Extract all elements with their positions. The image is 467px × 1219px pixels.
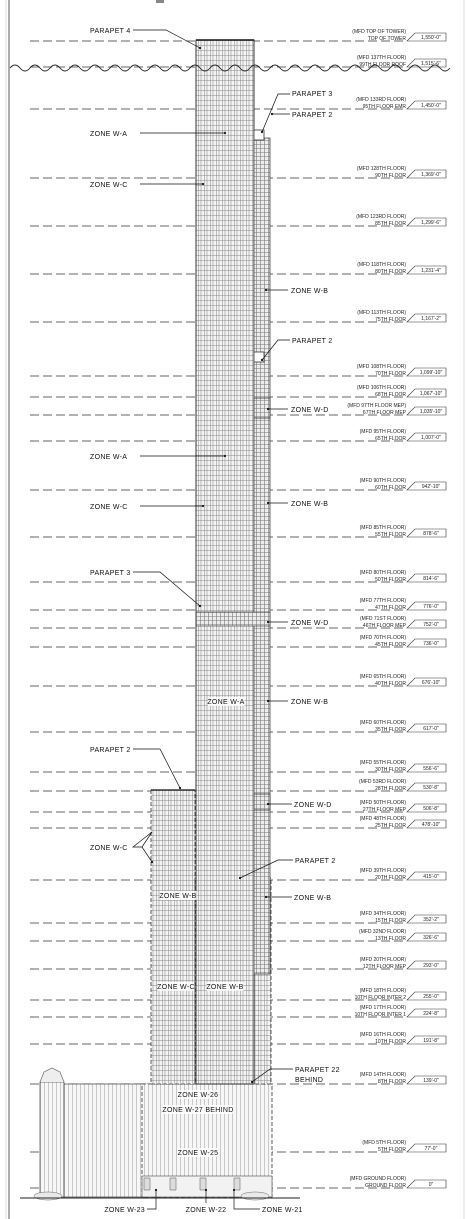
- zone-callout: [162, 1105, 233, 1114]
- zone-callout: [178, 1148, 219, 1157]
- zone-label: ZONE W-C: [90, 504, 128, 511]
- tower-shaft: [196, 40, 254, 1084]
- level-elevation-value: 1,067'-10": [419, 391, 443, 397]
- zone-callout: [90, 832, 153, 863]
- level-mfd-label: (MFD 95TH FLOOR): [359, 429, 406, 435]
- level-floor-label: 67TH FLOOR MEP: [362, 410, 406, 416]
- zone-callout: [157, 982, 195, 991]
- level-mfd-label: (MFD 55TH FLOOR): [359, 760, 406, 766]
- level-floor-label: 20TH FLOOR: [375, 875, 406, 881]
- level-elevation-value: 1,007'-0": [421, 435, 441, 441]
- level-elevation-value: 1,369'-0": [421, 172, 441, 178]
- parapet-label: PARAPET 2: [292, 112, 333, 119]
- zone-label: ZONE W-D: [294, 802, 332, 809]
- leader-dot: [199, 605, 201, 607]
- level-floor-label: 50TH FLOOR: [375, 577, 406, 583]
- level-floor-label: 10TH FLOOR INTER 2: [354, 995, 406, 1001]
- level-floor-label: 45TH FLOOR: [375, 642, 406, 648]
- level-floor-label: 10TH FLOOR INTER 1: [354, 1012, 406, 1018]
- level-mfd-label: (MFD 128TH FLOOR): [356, 166, 406, 172]
- level-elevation-value: 878'-6": [423, 531, 439, 537]
- level-elevation-value: 1,550'-0": [421, 35, 441, 41]
- leader-dot: [202, 183, 204, 185]
- parapet-label: PARAPET 3: [90, 570, 131, 577]
- leader-dot: [202, 505, 204, 507]
- level-elevation-value: 1,099'-10": [419, 370, 443, 376]
- level-mfd-label: (MFD 113TH FLOOR): [357, 310, 406, 316]
- level-elevation-value: 1,450'-0": [421, 103, 441, 109]
- level-mfd-label: (MFD 60TH FLOOR): [359, 720, 406, 726]
- podium: [20, 1068, 300, 1200]
- level-mfd-label: (MFD 80TH FLOOR): [359, 570, 406, 576]
- level-mfd-label: (MFD 17TH FLOOR): [359, 1005, 406, 1011]
- level-floor-label: 99TH FLOOR ROOF: [359, 62, 406, 68]
- zone-label: ZONE W-B: [291, 501, 329, 508]
- level-elevation-value: 1,167'-2": [421, 316, 441, 322]
- zone-label: ZONE W-D: [291, 407, 329, 414]
- level-floor-label: 12TH FLOOR MEP: [362, 964, 406, 970]
- level-elevation-value: 139'-0": [423, 1078, 439, 1084]
- level-mfd-label: (MFD 14TH FLOOR): [359, 1072, 406, 1078]
- level-mfd-label: (MFD 71ST FLOOR): [359, 616, 406, 622]
- level-elevation-value: 326'-6": [423, 935, 439, 941]
- level-elevation-tag: [407, 1180, 446, 1188]
- level-mfd-label: (MFD 5TH FLOOR): [362, 1140, 406, 1146]
- level-mfd-label: (MFD 77TH FLOOR): [359, 598, 406, 604]
- level-elevation-value: 255'-0": [423, 994, 439, 1000]
- zone-callout: [90, 182, 204, 189]
- zone-label: ZONE W-B: [294, 895, 332, 902]
- level-elevation-value: 752'-0": [423, 622, 439, 628]
- zone-label: ZONE W-B: [206, 984, 244, 991]
- level-floor-label: 46TH FLOOR MEP: [362, 623, 406, 629]
- parapet-label: PARAPET 2: [90, 747, 131, 754]
- level-mfd-label: (MFD 39TH FLOOR): [359, 868, 406, 874]
- zone-label: ZONE W-25: [177, 1150, 219, 1157]
- level-mfd-label: (MFD 106TH FLOOR): [356, 385, 406, 391]
- level-elevation-value: 478'-10": [421, 822, 441, 828]
- level-floor-label: 5TH FLOOR: [377, 1147, 406, 1153]
- adjacent-building-roof: [40, 1068, 64, 1082]
- zone-callout: [267, 802, 332, 809]
- zone-label: ZONE W-22: [185, 1207, 227, 1214]
- level-mfd-label: (MFD 85TH FLOOR): [359, 525, 406, 531]
- level-floor-label: 15TH FLOOR: [375, 918, 406, 924]
- leader-dot: [267, 621, 269, 623]
- leader-dot: [179, 787, 181, 789]
- zone-label: ZONE W-B: [291, 288, 329, 295]
- leader-dot: [267, 700, 269, 702]
- level-elevation-value: 530'-8": [423, 785, 439, 791]
- leader-dot: [199, 47, 201, 49]
- leader-dot: [261, 131, 263, 133]
- level-floor-label: 90TH FLOOR: [375, 173, 406, 179]
- zone-label: ZONE W-A: [207, 699, 245, 706]
- lower-west-wing: [151, 790, 195, 1084]
- level-elevation-value: 77'-0": [424, 1146, 438, 1152]
- zone-callout: [265, 895, 331, 902]
- parapet-callout: [261, 338, 333, 361]
- parapet-callout: [90, 747, 181, 789]
- parapet-callout: [90, 570, 201, 607]
- level-mfd-label: (MFD 108TH FLOOR): [356, 364, 406, 370]
- leader-dot: [261, 359, 263, 361]
- parapet-label: PARAPET 2: [295, 858, 336, 865]
- level-elevation-value: 191'-8": [423, 1038, 439, 1044]
- leader-dot: [205, 1189, 207, 1191]
- leader-dot: [224, 132, 226, 134]
- leader-dot: [265, 289, 267, 291]
- leader-dot: [155, 1189, 157, 1191]
- zone-label: ZONE W-C: [90, 845, 128, 852]
- top-marker: [156, 0, 164, 3]
- zone-callout: [267, 699, 328, 706]
- zone-label: ZONE W-B: [159, 893, 197, 900]
- level-floor-label: 55TH FLOOR: [375, 532, 406, 538]
- zone-label: ZONE W-A: [90, 131, 128, 138]
- level-elevation-value: 1,515'-6": [421, 61, 441, 67]
- tower-east-setback: [254, 138, 270, 974]
- zone-label: ZONE W-B: [291, 699, 329, 706]
- level-mfd-label: (MFD 118TH FLOOR): [357, 262, 406, 268]
- level-floor-label: 8TH FLOOR: [377, 1079, 406, 1085]
- leader-dot: [224, 455, 226, 457]
- level-mfd-label: (MFD 123RD FLOOR): [356, 214, 406, 220]
- mechanical-band-27: [254, 794, 270, 810]
- level-elevation-value: 676'-10": [421, 680, 441, 686]
- level-mfd-label: (MFD 20TH FLOOR): [359, 957, 406, 963]
- level-floor-label: 85TH FLOOR: [375, 221, 406, 227]
- mechanical-band-47: [196, 612, 270, 626]
- leader-dot: [239, 877, 241, 879]
- level-elevation-value: 293'-0": [423, 963, 439, 969]
- level-elevation-value: 1,299'-6": [421, 220, 441, 226]
- zone-label: ZONE W-D: [291, 620, 329, 627]
- level-floor-label: 13TH FLOOR: [375, 936, 406, 942]
- zone-label: ZONE W-C: [90, 182, 128, 189]
- zone-callout: [178, 1090, 219, 1099]
- level-elevation-value: 415'-0": [423, 874, 439, 880]
- parapet-label: PARAPET 4: [90, 28, 131, 35]
- zone-callout: [267, 501, 328, 508]
- level-floor-label: 27TH FLOOR MEP: [362, 807, 406, 813]
- parapet-label: PARAPET 22: [295, 1067, 340, 1074]
- zone-callout: [265, 288, 328, 295]
- zone-label: ZONE W-27 BEHIND: [162, 1107, 234, 1114]
- level-mfd-label: (MFD 50TH FLOOR): [359, 800, 406, 806]
- level-mfd-label: (MFD 97TH FLOOR MEP): [347, 403, 406, 409]
- zone-callout: [90, 504, 204, 511]
- tree-right: [241, 1192, 269, 1200]
- level-floor-label: 70TH FLOOR: [375, 371, 406, 377]
- zone-label: ZONE W-26: [177, 1092, 219, 1099]
- level-floor-label: 40TH FLOOR: [375, 681, 406, 687]
- level-elevation-value: 814'-6": [423, 576, 439, 582]
- leader-line: [262, 94, 290, 132]
- leader-dot: [267, 408, 269, 410]
- podium-block-left: [64, 1084, 146, 1197]
- zone-callout: [159, 891, 196, 900]
- level-mfd-label: (MFD 65TH FLOOR): [359, 674, 406, 680]
- parapet-label: PARAPET 2: [292, 338, 333, 345]
- level-elevation-value: 506'-8": [423, 806, 439, 812]
- level-elevation-value: 1,231'-4": [421, 268, 441, 274]
- parapet-callout: [295, 1077, 323, 1084]
- level-floor-label: 60TH FLOOR: [375, 485, 406, 491]
- level-elevation-value: 352'-2": [423, 917, 439, 923]
- leader-dot: [251, 1081, 253, 1083]
- level-floor-label: 25TH FLOOR: [375, 823, 406, 829]
- level-elevation-value: 0": [428, 1182, 434, 1188]
- zone-callout: [267, 620, 329, 627]
- leader-dot: [151, 861, 153, 863]
- parapet-label: BEHIND: [295, 1077, 324, 1084]
- level-floor-label: 28TH FLOOR: [375, 786, 406, 792]
- level-elevation-value: 224'-8": [423, 1011, 439, 1017]
- zone-callout: [267, 407, 329, 414]
- level-floor-label: 65TH FLOOR: [375, 436, 406, 442]
- level-floor-label: 95TH FLOOR EMR: [362, 104, 406, 110]
- zone-callout: [206, 982, 243, 991]
- level-mfd-label: (MFD GROUND FLOOR): [349, 1176, 406, 1182]
- level-floor-label: 47TH FLOOR: [375, 605, 406, 611]
- level-elevation-value: 736'-0": [423, 641, 439, 647]
- level-elevation-value: 617'-0": [423, 726, 439, 732]
- tree-left: [34, 1192, 62, 1200]
- level-mfd-label: (MFD 34TH FLOOR): [359, 911, 406, 917]
- parapet-label: PARAPET 3: [292, 91, 333, 98]
- zone-label: ZONE W-C: [157, 984, 195, 991]
- level-mfd-label: (MFD 48TH FLOOR): [359, 816, 406, 822]
- level-elevation-value: 942'-10": [421, 484, 441, 490]
- level-elevation-value: 1,035'-10": [419, 409, 443, 415]
- level-mfd-label: (MFD TOP OF TOWER): [352, 29, 406, 35]
- zone-label: ZONE W-21: [262, 1207, 303, 1214]
- level-floor-label: 30TH FLOOR: [375, 767, 406, 773]
- parapet-callout: [271, 112, 333, 119]
- level-mfd-label: (MFD 18TH FLOOR): [359, 988, 406, 994]
- leader-dot: [267, 803, 269, 805]
- level-mfd-label: (MFD 137TH FLOOR): [356, 55, 406, 61]
- level-mfd-label: (MFD 32ND FLOOR): [359, 929, 406, 935]
- leader-dot: [233, 1189, 235, 1191]
- level-floor-label: GROUND FLOOR: [365, 1183, 406, 1189]
- parapet-callout: [90, 28, 201, 49]
- leader-dot: [265, 896, 267, 898]
- leader-line: [133, 572, 200, 606]
- level-floor-label: 80TH FLOOR: [375, 269, 406, 275]
- level-floor-label: 75TH FLOOR: [375, 317, 406, 323]
- level-mfd-label: (MFD 90TH FLOOR): [359, 478, 406, 484]
- level-elevation-value: 776'-0": [423, 604, 439, 610]
- level-elevation-value: 556'-6": [423, 766, 439, 772]
- leader-dot: [271, 113, 273, 115]
- level-mfd-label: (MFD 70TH FLOOR): [359, 635, 406, 641]
- adjacent-building-left: [40, 1082, 64, 1197]
- level-floor-label: 68TH FLOOR: [375, 392, 406, 398]
- leader-dot: [267, 502, 269, 504]
- level-mfd-label: (MFD 53RD FLOOR): [359, 779, 406, 785]
- zone-callout: [207, 697, 244, 706]
- zone-label: ZONE W-23: [104, 1207, 145, 1214]
- level-floor-label: 10TH FLOOR: [375, 1039, 406, 1045]
- level-floor-label: TOP OF TOWER: [367, 36, 406, 42]
- level-floor-label: 35TH FLOOR: [375, 727, 406, 733]
- level-mfd-label: (MFD 133RD FLOOR): [356, 97, 406, 103]
- leader-line: [133, 832, 152, 862]
- zone-label: ZONE W-A: [90, 454, 128, 461]
- level-mfd-label: (MFD 16TH FLOOR): [359, 1032, 406, 1038]
- leader-line: [133, 30, 200, 48]
- leader-line: [133, 749, 180, 788]
